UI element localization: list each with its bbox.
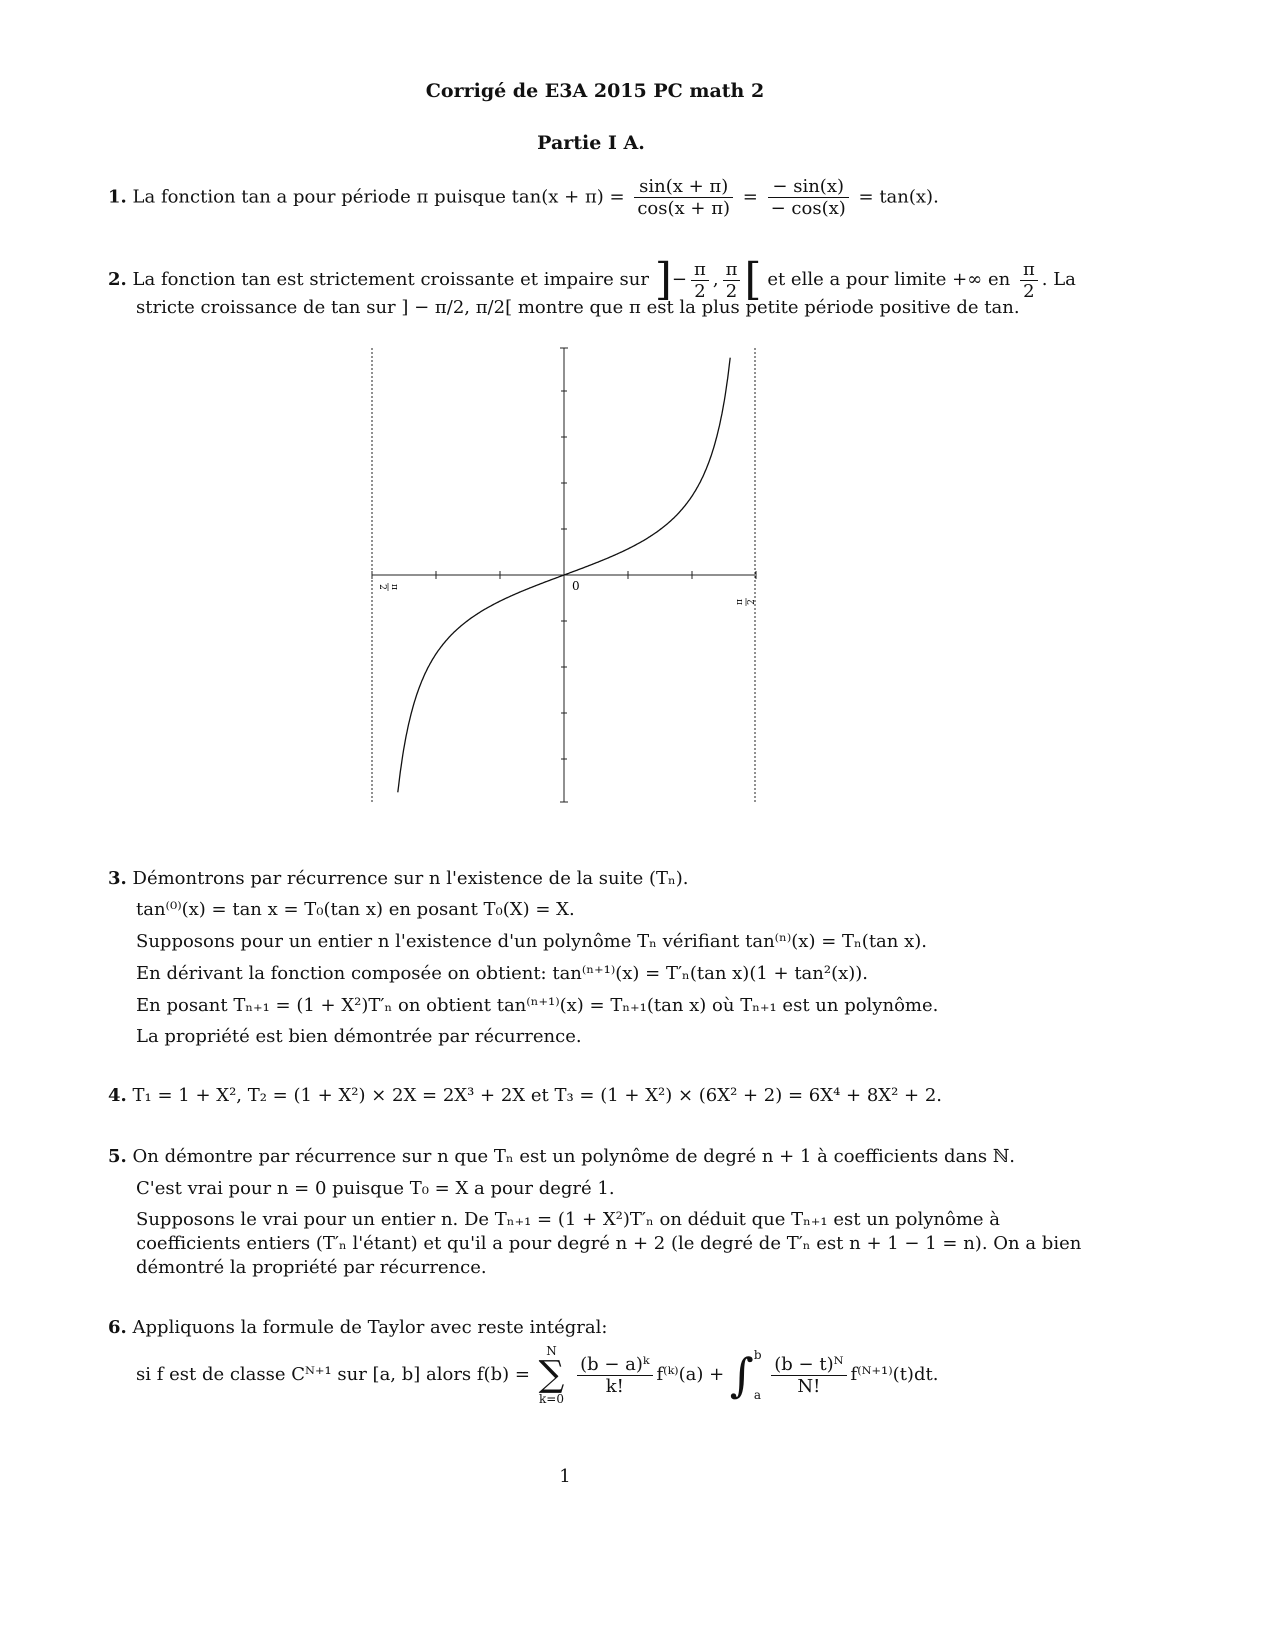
q5-line-3: Supposons le vrai pour un entier n. De Tₙ₊₁ = (1 + X²)T′ₙ on déduit que Tₙ₊₁ est un polynôme à: [136, 1209, 1000, 1230]
question-number: 4.: [108, 1085, 127, 1106]
denominator: cos(x + π): [634, 197, 733, 219]
question-4: [108, 1085, 942, 1106]
q5-line-2: C'est vrai pour n = 0 puisque T₀ = X a pour degré 1.: [136, 1178, 615, 1199]
numerator: π: [1022, 258, 1035, 280]
q3-line-4: En dérivant la fonction composée on obtient: tan⁽ⁿ⁺¹⁾(x) = T′ₙ(tan x)(1 + tan²(x)).: [136, 963, 869, 984]
integral-limits: [754, 1349, 762, 1401]
q5-line-1: On démontre par récurrence sur n que Tₙ est un polynôme de degré n + 1 à coefficients dans ℕ.: [132, 1146, 1015, 1167]
question-1: [108, 176, 939, 219]
page-title: Corrigé de E3A 2015 PC math 2: [425, 80, 765, 102]
question-6: [108, 1317, 607, 1338]
taylor-prefix: si f est de classe Cᴺ⁺¹ sur [a, b] alors f(b) =: [136, 1364, 530, 1385]
denominator: − cos(x): [768, 197, 849, 219]
sum-symbol: [539, 1345, 565, 1405]
q6-line-1: Appliquons la formule de Taylor avec reste intégral:: [132, 1317, 608, 1338]
numerator: − sin(x): [772, 176, 844, 197]
question-number: 1.: [108, 186, 127, 208]
denominator: 2: [1020, 280, 1038, 302]
question-2: 2. La fonction tan est strictement croissante et impaire sur ]− $\frac{\pi}{2}$ , $\frac{\pi}{2}$ [ et elle a pour limite +∞ en $\frac{\pi}{2}$ . La: [108, 254, 1076, 305]
question-number: 5.: [108, 1146, 127, 1167]
q2-text-a: La fonction tan est strictement croissante et impaire sur: [132, 269, 649, 290]
denominator: 2: [691, 280, 709, 302]
q5-line-5: démontré la propriété par récurrence.: [136, 1257, 487, 1278]
q3-line-2: tan⁽⁰⁾(x) = tan x = T₀(tan x) en posant T₀(X) = X.: [136, 899, 575, 920]
numerator: (b − a)ᵏ: [580, 1353, 650, 1375]
integral-upper: b: [753, 1348, 762, 1362]
tan-graph: [350, 340, 780, 810]
denominator: N!: [771, 1375, 846, 1397]
q2-text-c: . La: [1041, 269, 1076, 290]
remainder-frac: [771, 1354, 846, 1397]
origin-label: 0: [572, 579, 580, 593]
left-x-label: [377, 583, 399, 591]
taylor-term-after: f⁽ᵏ⁾(a) +: [656, 1364, 725, 1385]
sum-upper: N: [546, 1344, 557, 1358]
q3-line-6: La propriété est bien démontrée par récurrence.: [136, 1026, 582, 1047]
q2-line-2: stricte croissance de tan sur ] − π/2, π/2[ montre que π est la plus petite période positive de tan.: [136, 297, 1020, 318]
question-number: 6.: [108, 1317, 127, 1338]
taylor-formula: [136, 1345, 938, 1405]
numerator: π: [694, 258, 706, 280]
denominator: 2: [723, 280, 741, 302]
interval-open: ]: [654, 254, 672, 305]
page-number: 1: [559, 1466, 571, 1487]
question-3: [108, 868, 689, 889]
integral-sign: ∫: [729, 1348, 754, 1402]
denominator: 2: [747, 599, 757, 605]
numerator: π: [389, 584, 399, 590]
q1-text: La fonction tan a pour période π puisque tan(x + π) =: [132, 186, 625, 208]
numerator: π: [735, 599, 745, 605]
taylor-term-frac: [577, 1354, 652, 1397]
q3-line-3: Supposons pour un entier n l'existence d'un polynôme Tₙ vérifiant tan⁽ⁿ⁾(x) = Tₙ(tan x).: [136, 931, 927, 952]
sum-lower: k=0: [539, 1392, 564, 1406]
q5-line-4: coefficients entiers (T′ₙ l'étant) et qu'il a pour degré n + 2 (le degré de T′ₙ est n + 1 − 1 = n). On a bien: [136, 1233, 1082, 1254]
q4-line-1: T₁ = 1 + X², T₂ = (1 + X²) × 2X = 2X³ + 2X et T₃ = (1 + X²) × (6X² + 2) = 6X⁴ + 8X² + 2.: [132, 1085, 942, 1106]
q3-line-1: Démontrons par récurrence sur n l'existence de la suite (Tₙ).: [132, 868, 689, 889]
integral-lower: a: [753, 1388, 762, 1402]
section-heading: Partie I A.: [537, 132, 645, 154]
question-5: [108, 1146, 1015, 1167]
remainder-after: f⁽ᴺ⁺¹⁾(t)dt.: [850, 1364, 939, 1385]
q2-frac-b: [723, 259, 741, 302]
q1-end: = tan(x).: [858, 186, 939, 208]
sigma: ∑: [538, 1354, 565, 1395]
q2-frac-a: [691, 259, 709, 302]
question-number: 3.: [108, 868, 127, 889]
question-number: 2.: [108, 269, 127, 290]
numerator: (b − t)ᴺ: [774, 1353, 844, 1375]
q3-line-5: En posant Tₙ₊₁ = (1 + X²)T′ₙ on obtient tan⁽ⁿ⁺¹⁾(x) = Tₙ₊₁(tan x) où Tₙ₊₁ est un polynôme.: [136, 995, 939, 1016]
numerator: sin(x + π): [639, 176, 729, 197]
q1-fraction-1: [634, 176, 733, 219]
q2-frac-c: [1020, 259, 1038, 302]
q1-fraction-2: [768, 176, 849, 219]
interval-close: [: [744, 254, 762, 305]
denominator: 2: [377, 584, 387, 590]
right-x-label: [735, 598, 757, 606]
numerator: π: [725, 258, 738, 280]
equals-sign: =: [742, 186, 758, 208]
denominator: k!: [577, 1375, 652, 1397]
q2-text-b: et elle a pour limite +∞ en: [767, 269, 1011, 290]
